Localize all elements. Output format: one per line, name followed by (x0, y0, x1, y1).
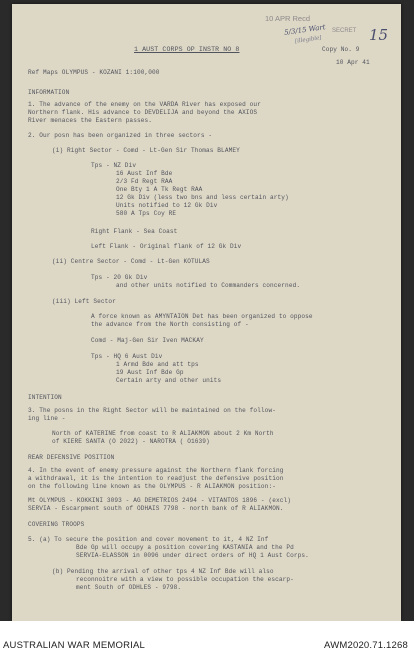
para-4-line-2: a withdrawal, it is the intention to readjust the defensive position (28, 475, 284, 482)
left-sector-heading: (iii) Left Sector (52, 298, 116, 305)
left-sector-unit: 19 Aust Inf Bde Gp (116, 369, 184, 376)
right-sector-unit: One Bty 1 A Tk Regt RAA (116, 186, 203, 193)
copy-number: Copy No. 9 (322, 46, 360, 53)
right-sector-unit: 2/3 Fd Regt RAA (116, 178, 173, 185)
handwritten-annotation: 5/3/15 Wart (283, 23, 327, 37)
right-sector-tps: Tps - NZ Div (91, 162, 137, 169)
left-sector-text: A force known as AMYNTAION Det has been organized to oppose (91, 313, 313, 320)
para-4-line-5: SERVIA - Escarpment south of ODHAIS 7798 - north bank of R ALIAKMON. (28, 505, 284, 512)
right-sector-unit: Units notified to 12 Gk Div (116, 202, 218, 209)
para-3-line-1: 3. The posns in the Right Sector will be maintained on the follow- (28, 407, 276, 414)
left-sector-unit: Certain arty and other units (116, 377, 222, 384)
right-flank: Right Flank - Sea Coast (91, 228, 178, 235)
right-sector-unit: 580 A Tps Coy RE (116, 210, 177, 217)
document-page (12, 4, 401, 621)
centre-sector-unit: and other units notified to Commanders concerned. (116, 282, 301, 289)
para-1-line-1: 1. The advance of the enemy on the VARDA River has exposed our (28, 101, 261, 108)
section-covering-troops: COVERING TROOPS (28, 521, 85, 528)
centre-sector-heading: (ii) Centre Sector - Comd - Lt-Gen KOTULAS (52, 258, 210, 265)
received-stamp: 10 APR Recd (265, 14, 311, 23)
para-4-line-1: 4. In the event of enemy pressure against the Northern flank forcing (28, 467, 284, 474)
map-reference: Ref Maps OLYMPUS - KOZANI 1:100,000 (28, 69, 160, 76)
para-1-line-2: Northern flank. His advance to DEVDELIJA and beyond the AXIOS (28, 109, 258, 116)
section-intention: INTENTION (28, 394, 62, 401)
para-3-line-2: ing line - (28, 415, 66, 422)
archive-name: AUSTRALIAN WAR MEMORIAL (3, 640, 146, 651)
archive-reference: AWM2020.71.1268 (324, 640, 408, 651)
left-sector-tps: Tps - HQ 6 Aust Div (91, 353, 163, 360)
centre-sector-tps: Tps - 20 Gk Div (91, 274, 148, 281)
handwritten-annotation-2: [illegible] (294, 35, 322, 45)
archive-footer (0, 621, 414, 653)
para-5a-line-3: SERVIA-ELASSON in 0096 under direct orders of HQ 1 Aust Corps. (76, 552, 309, 559)
secret-marking: SECRET (332, 28, 357, 34)
document-date: 10 Apr 41 (336, 59, 370, 66)
para-5a-line-2: Bde Gp will occupy a position covering KASTANIA and the Pd (76, 544, 294, 551)
para-5b-line-1: (b) Pending the arrival of other tps 4 NZ Inf Bde will also (52, 568, 274, 575)
handwritten-page-number: 15 (369, 26, 389, 44)
left-sector-text: the advance from the North consisting of - (91, 321, 249, 328)
para-4-line-3: on the following line known as the OLYMPUS - R ALIAKMON position:- (28, 483, 276, 490)
left-sector-comd: Comd - Maj-Gen Sir Iven MACKAY (91, 337, 204, 344)
section-rear-defensive: REAR DEFENSIVE POSITION (28, 454, 115, 461)
left-flank: Left Flank - Original flank of 12 Gk Div (91, 243, 242, 250)
left-sector-unit: 1 Armd Bde and att tps (116, 361, 199, 368)
right-sector-unit: 12 Gk Div (less two bns and less certain arty) (116, 194, 289, 201)
para-3-line-3: North of KATERINE from coast to R ALIAKMON about 2 Km North (52, 430, 274, 437)
para-3-line-4: of KIERE SANTA (O 2022) - NAROTRA ( O1639) (52, 438, 210, 445)
para-2: 2. Our posn has been organized in three sectors - (28, 132, 213, 139)
right-sector-unit: 16 Aust Inf Bde (116, 170, 173, 177)
para-4-line-4: Mt OLYMPUS - KOKKINI 3093 - AG DEMETRIOS 2494 - VITANTOS 1896 - (excl) (28, 497, 291, 504)
para-1-line-3: River menaces the Eastern passes. (28, 117, 152, 124)
right-sector-heading: (i) Right Sector - Comd - Lt-Gen Sir Thomas BLAMEY (52, 147, 240, 154)
para-5b-line-3: ment South of ODHLES - 9798. (76, 584, 182, 591)
para-5b-line-2: reconnoitre with a view to possible occupation the escarp- (76, 576, 294, 583)
section-information: INFORMATION (28, 89, 70, 96)
para-5a-line-1: 5. (a) To secure the position and cover movement to it, 4 NZ Inf (28, 536, 269, 543)
document-heading: 1 AUST CORPS OP INSTR NO 8 (134, 46, 240, 53)
